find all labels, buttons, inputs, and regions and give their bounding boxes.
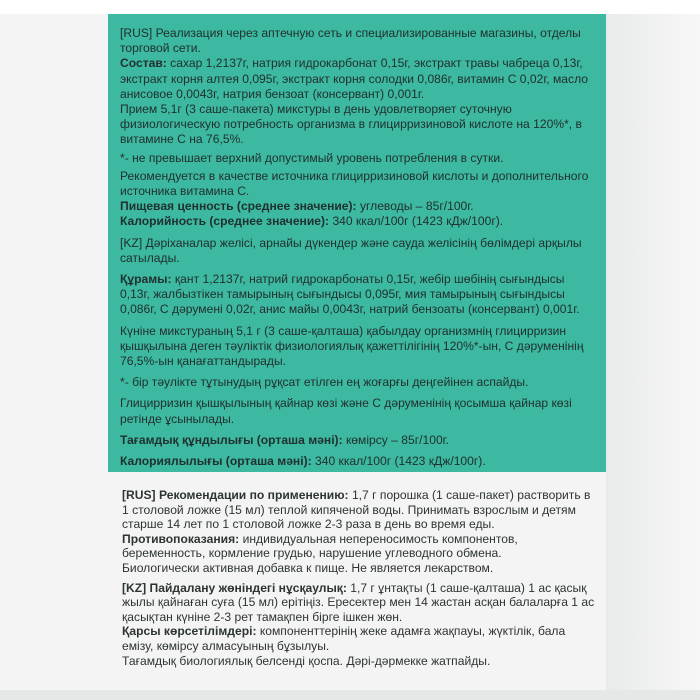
kz-sales-info: [KZ] Дәріханалар желісі, арнайы дүкендер және сауда желісінің бөлімдері арқылы сатылады.	[120, 235, 582, 265]
rus-composition-label: Состав:	[120, 56, 167, 71]
rus-footnote: *- не превышает верхний допустимый уровень потребления в сутки.	[120, 150, 504, 165]
kz-composition	[120, 272, 592, 318]
rus-usage-text: 1,7 г порошка (1 саше-пакет) растворить в 1 столовой ложке (15 мл) теплой кипяченой воды. Принимать взрослым и детям старше 14 лет по 1 столовой ложке 2-3 раза в день во время еды.	[122, 488, 591, 532]
kz-usage-label: [KZ] Пайдалану жөніндегі нұсқаулық:	[122, 580, 347, 595]
teal-info-panel	[108, 14, 606, 472]
rus-calorie-text: 340 ккал/100г (1423 кДж/100г).	[329, 214, 504, 229]
kz-nutrition-text: көмірсу – 85г/100г.	[342, 432, 449, 447]
rus-usage-label: [RUS] Рекомендации по применению:	[122, 488, 349, 502]
top-strip	[0, 0, 700, 14]
kz-nutrition-label: Тағамдық құндылығы (орташа мәні):	[120, 432, 343, 447]
usage-section	[108, 488, 606, 668]
kz-usage-text: 1,7 г ұнтақты (1 саше-қалташа) 1 ас қасық жылы қайнаған суға (15 мл) ерітіңіз. Ересектер мен 14 жастан асқан балаларға 1 ас қасықтан күніне 2-3 рет тамақпен бірге ішкен жөн.	[122, 580, 595, 624]
kz-calorie-text: 340 ккал/100г (1423 кДж/100г).	[311, 454, 486, 469]
kz-calorie	[120, 454, 592, 469]
rus-sales-info: [RUS] Реализация через аптечную сеть и специализированные магазины, отделы торговой сети.	[120, 26, 581, 56]
bottom-edge	[0, 690, 700, 700]
kz-dosage-info: Күніне микстураның 5,1 г (3 саше-қалташа) қабылдау организмнің глицирризин қышқылына деген тәуліктік физиологиялық қажеттілігінің 120%*-ын, С дәруменінің 76,5%-ын қанағаттандырады.	[120, 323, 584, 369]
right-shade	[606, 14, 700, 700]
kz-composition-text: қант 1,2137г, натрий гидрокарбонаты 0,15г, жебір шөбінің сығындысы 0,13г, жалбызтікен тамырының сығындысы 0,095г, мия тамырының сығындысы 0,086г, С дәрумені 0,02г, анис майы 0,0043г, натрий бензоаты (консервант) 0,001г.	[120, 272, 580, 317]
rus-note: Биологически активная добавка к пище. Не является лекарством.	[122, 560, 494, 575]
kz-note: Тағамдық биологиялық белсенді қоспа. Дәрі-дәрмекке жатпайды.	[122, 653, 491, 668]
rus-calorie-label: Калорийность (среднее значение):	[120, 214, 330, 229]
kz-footnote: *- бір тәулікте тұтынудың рұқсат етілген ең жоғарғы деңгейінен аспайды.	[120, 375, 529, 390]
rus-dosage-info: Прием 5,1г (3 саше-пакета) микстуры в день удовлетворяет суточную физиологическую потребность организма в глицирризиновой кислоте на 120%*, в витамине С на 76,5%.	[120, 102, 582, 147]
rus-usage	[122, 488, 598, 532]
rus-contra-text: индивидуальная непереносимость компонентов, беременность, кормление грудью, нарушение углеводного обмена.	[122, 531, 518, 561]
rus-composition	[120, 56, 592, 102]
rus-nutrition-text: углеводы – 85г/100г.	[356, 199, 474, 214]
kz-contra-label: Қарсы көрсетілімдері:	[122, 624, 257, 639]
rus-nutrition	[120, 199, 592, 214]
rus-contraindications	[122, 532, 598, 561]
rus-recommendation: Рекомендуется в качестве источника глицирризиновой кислоты и дополнительного источника витамина С.	[120, 168, 589, 199]
kz-calorie-label: Калориялылығы (орташа мәні):	[120, 454, 312, 469]
rus-nutrition-label: Пищевая ценность (среднее значение):	[120, 199, 357, 214]
kz-composition-label: Құрамы:	[120, 272, 172, 287]
kz-recommendation: Глицирризин қышқылының қайнар көзі және С дәруменінің қосымша қайнар көзі ретінде ұсынылады.	[120, 396, 572, 426]
rus-composition-text: сахар 1,2137г, натрия гидрокарбонат 0,15г, экстракт травы чабреца 0,13г, экстракт корня алтея 0,095г, экстракт корня солодки 0,086г, витамин С 0,02г, масло анисовое 0,0043г, натрия бензоат (консервант) 0,001г.	[120, 56, 588, 101]
rus-calorie	[120, 214, 592, 229]
kz-contra-text: компоненттерінің жеке адамға жақпауы, жүктілік, бала емізу, көмірсу алмасуының бұзылуы.	[122, 624, 566, 653]
rus-contra-label: Противопоказания:	[122, 531, 240, 546]
kz-contraindications	[122, 624, 598, 653]
kz-nutrition	[120, 433, 592, 448]
kz-usage	[122, 581, 598, 625]
